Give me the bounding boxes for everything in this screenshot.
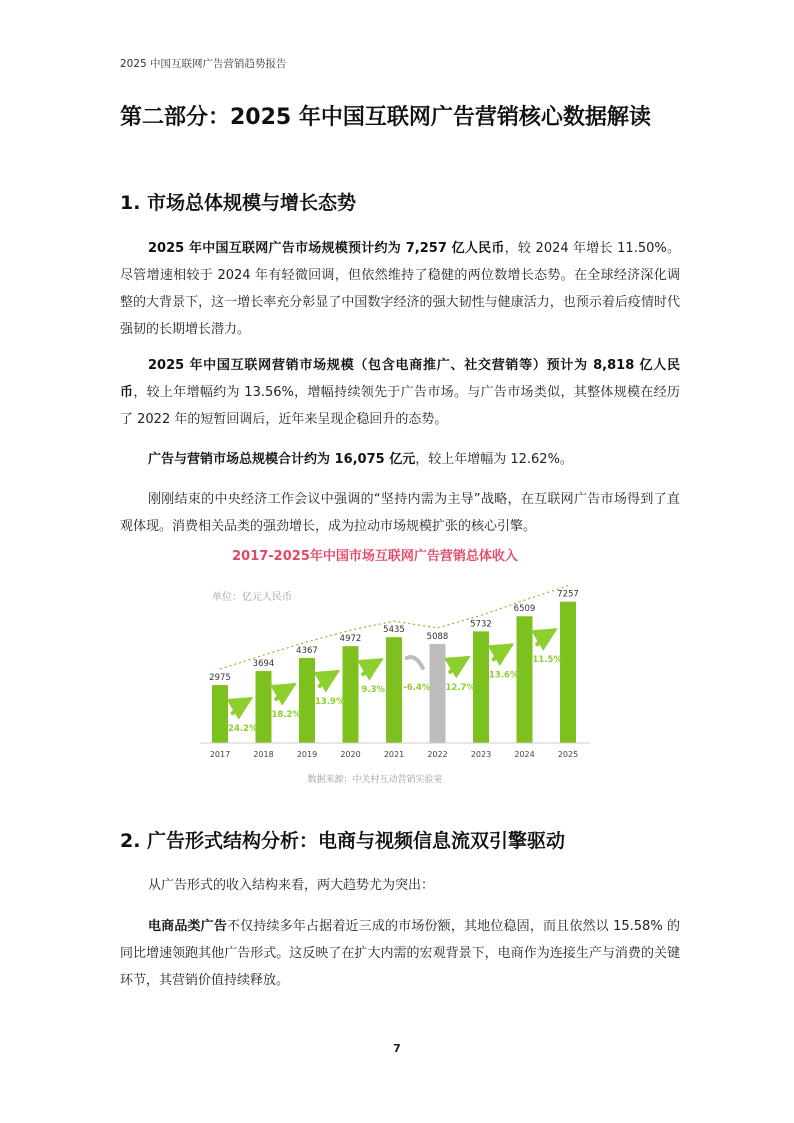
chart-value-label: 3694 [252, 659, 275, 670]
chart-bar [473, 631, 489, 743]
chart-growth-label: 12.7% [445, 682, 475, 693]
paragraph-bold-lead: 2025 年中国互联网营销市场规模（包含电商推广、社交营销等）预计为 8,818 亿人民币 [120, 358, 680, 400]
paragraph-text: ，较 2024 年增长 11.50%。尽管增速相较于 2024 年有轻微回调，但依然维持了稳健的两位数增长态势。在全球经济深化调整的大背景下，这一增长率充分彰显了中国数字经济的强大韧性与健康活力，也预示着后疫情时代强韧的长期增长潜力。 [120, 241, 680, 337]
chart-growth-label: 24.2% [228, 724, 258, 735]
page-title: 第二部分：2025 年中国互联网广告营销核心数据解读 [120, 105, 651, 130]
chart-bar [386, 637, 402, 743]
chart-x-tick-label: 2022 [427, 750, 448, 759]
section-heading-market-size: 1. 市场总体规模与增长态势 [120, 192, 357, 214]
chart-x-tick-label: 2019 [296, 750, 318, 759]
chart-growth-label: -6.4% [403, 682, 431, 693]
chart-growth-arrow [233, 699, 250, 713]
chart-growth-arrow [537, 630, 554, 644]
chart-bar [343, 646, 359, 743]
chart-bar [299, 658, 315, 743]
chart-growth-label: 13.6% [489, 670, 519, 681]
revenue-bar-chart [190, 545, 610, 795]
chart-growth-arrow [363, 660, 380, 674]
chart-value-label: 4367 [296, 645, 318, 656]
chart-bar [256, 671, 272, 743]
chart-x-tick-label: 2018 [253, 750, 274, 759]
chart-growth-arrow [494, 645, 511, 659]
bars-layer [209, 586, 579, 759]
paragraph-ecommerce-ads [120, 913, 680, 994]
chart-x-tick-label: 2023 [470, 750, 492, 759]
chart-bar [212, 685, 228, 743]
paragraph-bold-lead: 2025 年中国互联网广告市场规模预计约为 7,257 亿人民币 [148, 241, 505, 256]
chart-growth-label: 13.9% [315, 696, 345, 707]
chart-value-label: 5088 [426, 631, 449, 642]
chart-value-label: 7257 [557, 589, 579, 600]
paragraph-bold-lead: 广告与营销市场总规模合计约为 16,075 亿元 [148, 452, 416, 467]
chart-source: 数据来源：中关村互动营销实验室 [307, 775, 443, 785]
paragraph-format-intro: 从广告形式的收入结构来看，两大趋势尤为突出： [148, 878, 435, 893]
chart-growth-label: 18.2% [271, 710, 301, 721]
chart-bar [560, 602, 576, 743]
chart-growth-label: 11.5% [532, 655, 562, 666]
chart-value-label: 5732 [470, 619, 492, 630]
chart-value-label: 5435 [383, 625, 405, 636]
chart-growth-label: 9.3% [361, 685, 386, 696]
paragraph-text: ，较上年增幅约为 13.56%，增幅持续领先于广告市场。与广告市场类似，其整体规模在经历了 2022 年的短暂回调后，近年来呈现企稳回升的态势。 [120, 385, 680, 427]
chart-growth-arrow [276, 685, 293, 699]
chart-x-tick-label: 2024 [514, 750, 535, 759]
paragraph-ad-market-size [120, 235, 680, 343]
chart-value-label: 4972 [339, 634, 362, 645]
chart-x-tick-label: 2021 [383, 750, 405, 759]
chart-value-label: 2975 [209, 673, 231, 684]
chart-value-label: 6509 [513, 604, 536, 615]
paragraph-bold-lead: 电商品类广告 [148, 919, 227, 934]
page-number: 7 [393, 1042, 401, 1055]
section-heading-ad-formats: 2. 广告形式结构分析：电商与视频信息流双引擎驱动 [120, 830, 566, 852]
chart-unit-label: 单位：亿元人民币 [212, 592, 292, 603]
paragraph-marketing-market-size [120, 352, 680, 433]
chart-growth-arrow [320, 672, 337, 686]
chart-x-tick-label: 2017 [209, 750, 231, 759]
paragraph-text: ，较上年增幅为 12.62%。 [415, 452, 573, 467]
chart-title: 2017-2025年中国市场互联网广告营销总体收入 [232, 549, 518, 564]
chart-bar [517, 616, 533, 743]
chart-bar [430, 644, 446, 743]
chart-decline-arrow [407, 657, 423, 668]
paragraph-total-market-size [120, 446, 680, 473]
paragraph-text: 不仅持续多年占据着近三成的市场份额，其地位稳固，而且依然以 15.58% 的同比增速领跑其他广告形式。这反映了在扩大内需的宏观背景下，电商作为连接生产与消费的关键环节，其营销价值持续释放。 [120, 919, 680, 988]
chart-x-tick-label: 2020 [340, 750, 361, 759]
chart-x-tick-label: 2025 [557, 750, 579, 759]
chart-svg [190, 545, 610, 795]
paragraph-domestic-demand: 刚刚结束的中央经济工作会议中强调的“坚持内需为主导”战略，在互联网广告市场得到了直观体现。消费相关品类的强劲增长，成为拉动市场规模扩张的核心引擎。 [120, 492, 680, 534]
chart-growth-arrow [450, 658, 467, 672]
running-header: 2025 中国互联网广告营销趋势报告 [120, 58, 287, 70]
